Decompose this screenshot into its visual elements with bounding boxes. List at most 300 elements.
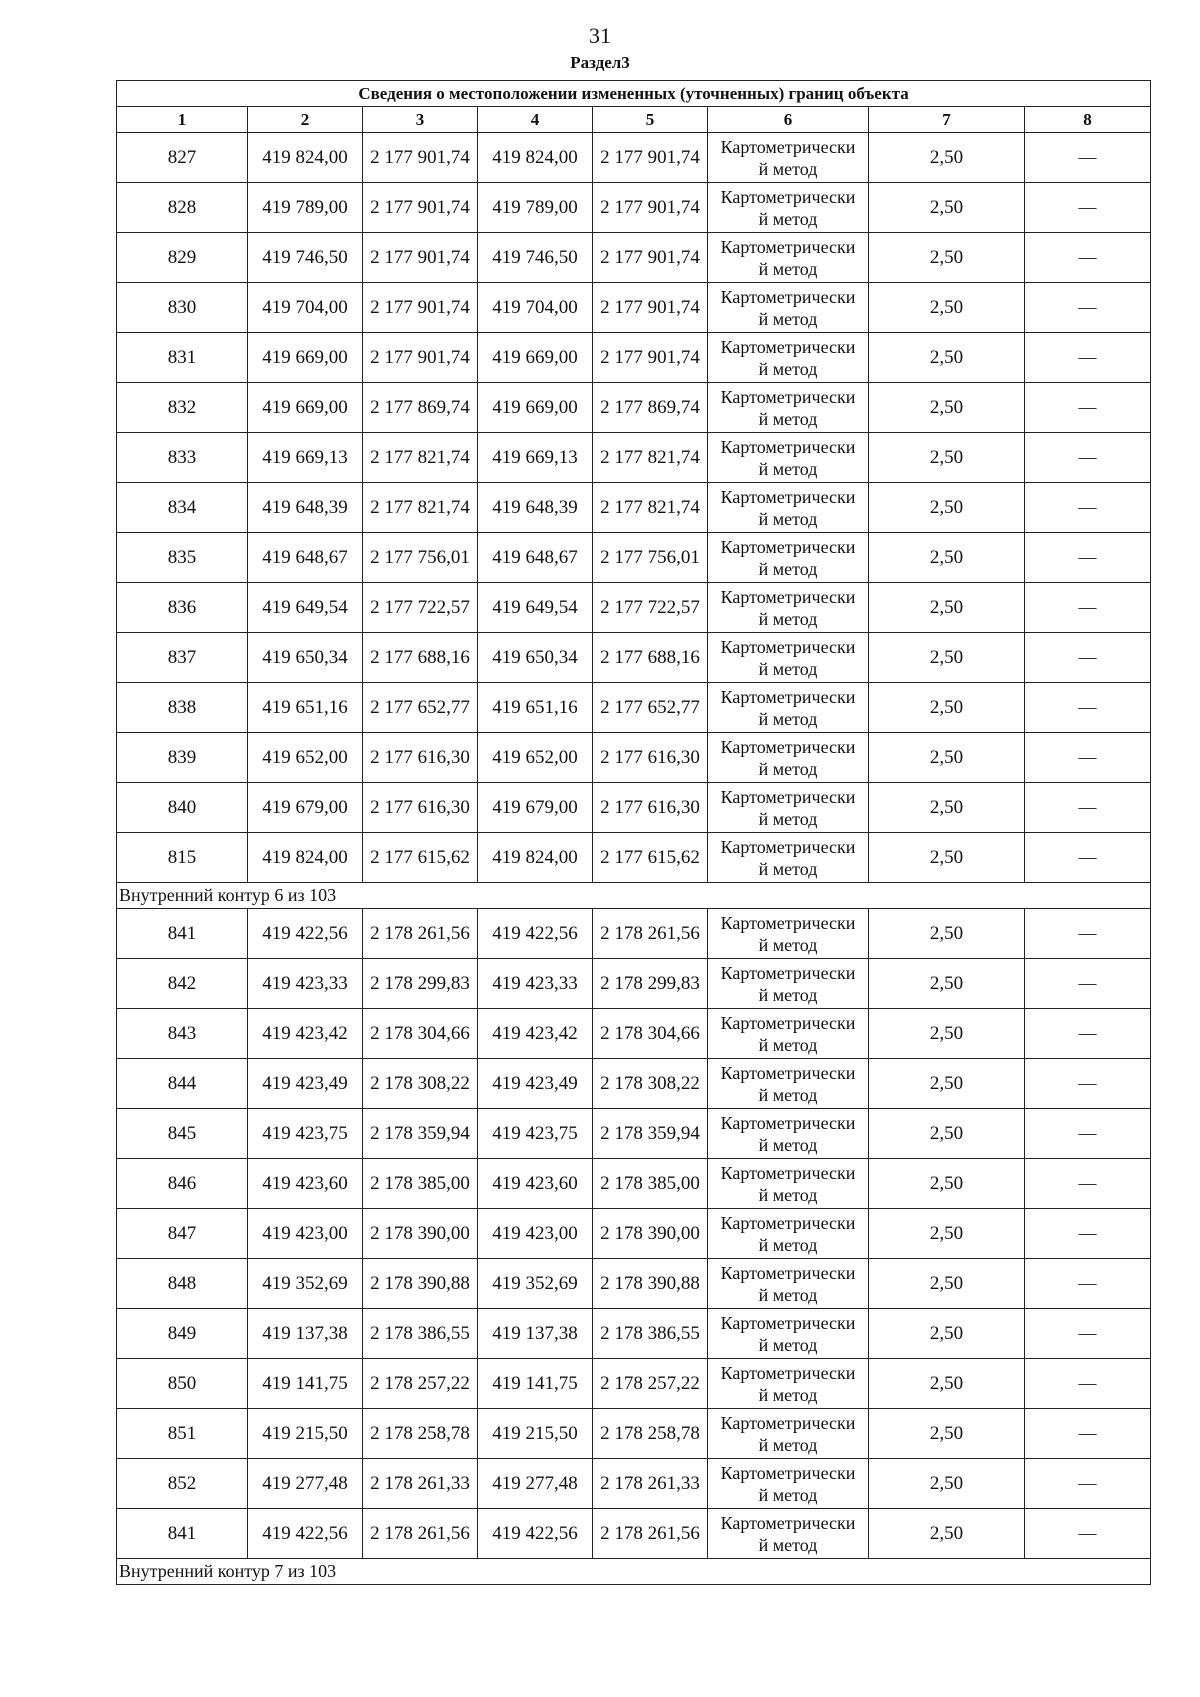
point-number-cell: 847 (117, 1209, 248, 1259)
method-line-1: Картометрически (720, 1362, 856, 1383)
old-x-cell: 419 215,50 (248, 1409, 363, 1459)
description-cell: — (1025, 733, 1151, 783)
new-y-cell: 2 178 390,88 (593, 1259, 708, 1309)
method-cell (708, 333, 869, 383)
old-y-cell: 2 178 308,22 (363, 1059, 478, 1109)
description-cell: — (1025, 1459, 1151, 1509)
method-cell (708, 1009, 869, 1059)
accuracy-cell: 2,50 (869, 1459, 1025, 1509)
old-y-cell: 2 178 258,78 (363, 1409, 478, 1459)
method-line-2: й метод (758, 1284, 818, 1305)
old-y-cell: 2 177 615,62 (363, 833, 478, 883)
accuracy-cell: 2,50 (869, 1509, 1025, 1559)
new-x-cell: 419 215,50 (478, 1409, 593, 1459)
method-line-2: й метод (758, 208, 818, 229)
old-x-cell: 419 679,00 (248, 783, 363, 833)
description-cell: — (1025, 383, 1151, 433)
accuracy-cell: 2,50 (869, 383, 1025, 433)
method-cell (708, 1409, 869, 1459)
old-y-cell: 2 177 616,30 (363, 733, 478, 783)
method-line-2: й метод (758, 1334, 818, 1355)
description-cell: — (1025, 183, 1151, 233)
old-x-cell: 419 651,16 (248, 683, 363, 733)
method-line-2: й метод (758, 708, 818, 729)
point-number-cell: 815 (117, 833, 248, 883)
new-x-cell: 419 652,00 (478, 733, 593, 783)
method-line-2: й метод (758, 1134, 818, 1155)
method-line-2: й метод (758, 1484, 818, 1505)
method-line-2: й метод (758, 1034, 818, 1055)
description-cell: — (1025, 283, 1151, 333)
contour-label: Внутренний контур 7 из 103 (117, 1559, 1151, 1585)
new-x-cell: 419 669,13 (478, 433, 593, 483)
table-row (117, 1109, 1151, 1159)
accuracy-cell: 2,50 (869, 1159, 1025, 1209)
old-y-cell: 2 177 901,74 (363, 283, 478, 333)
method-line-2: й метод (758, 258, 818, 279)
new-y-cell: 2 178 308,22 (593, 1059, 708, 1109)
old-x-cell: 419 669,00 (248, 333, 363, 383)
point-number-cell: 842 (117, 959, 248, 1009)
old-x-cell: 419 650,34 (248, 633, 363, 683)
old-y-cell: 2 177 901,74 (363, 233, 478, 283)
point-number-cell: 830 (117, 283, 248, 333)
description-cell: — (1025, 233, 1151, 283)
column-header-5: 5 (593, 107, 708, 133)
old-x-cell: 419 789,00 (248, 183, 363, 233)
method-line-1: Картометрически (720, 912, 856, 933)
old-x-cell: 419 141,75 (248, 1359, 363, 1409)
point-number-cell: 841 (117, 1509, 248, 1559)
description-cell: — (1025, 433, 1151, 483)
method-line-2: й метод (758, 558, 818, 579)
column-header-4: 4 (478, 107, 593, 133)
table-row (117, 1309, 1151, 1359)
old-x-cell: 419 352,69 (248, 1259, 363, 1309)
new-y-cell: 2 177 821,74 (593, 433, 708, 483)
new-x-cell: 419 423,33 (478, 959, 593, 1009)
method-line-2: й метод (758, 608, 818, 629)
table-row (117, 909, 1151, 959)
new-y-cell: 2 178 386,55 (593, 1309, 708, 1359)
accuracy-cell: 2,50 (869, 783, 1025, 833)
table-row (117, 683, 1151, 733)
new-y-cell: 2 177 869,74 (593, 383, 708, 433)
method-cell (708, 633, 869, 683)
accuracy-cell: 2,50 (869, 1309, 1025, 1359)
new-x-cell: 419 669,00 (478, 383, 593, 433)
table-row (117, 1209, 1151, 1259)
old-x-cell: 419 704,00 (248, 283, 363, 333)
accuracy-cell: 2,50 (869, 433, 1025, 483)
description-cell: — (1025, 909, 1151, 959)
new-y-cell: 2 178 385,00 (593, 1159, 708, 1209)
point-number-cell: 845 (117, 1109, 248, 1159)
accuracy-cell: 2,50 (869, 1009, 1025, 1059)
point-number-cell: 840 (117, 783, 248, 833)
description-cell: — (1025, 683, 1151, 733)
new-y-cell: 2 177 901,74 (593, 133, 708, 183)
description-cell: — (1025, 1509, 1151, 1559)
method-cell (708, 233, 869, 283)
new-x-cell: 419 650,34 (478, 633, 593, 683)
table-row (117, 483, 1151, 533)
table-row (117, 283, 1151, 333)
old-y-cell: 2 178 385,00 (363, 1159, 478, 1209)
new-y-cell: 2 178 257,22 (593, 1359, 708, 1409)
method-cell (708, 1459, 869, 1509)
point-number-cell: 831 (117, 333, 248, 383)
table-row (117, 233, 1151, 283)
column-header-8: 8 (1025, 107, 1151, 133)
method-cell (708, 833, 869, 883)
method-line-1: Картометрически (720, 336, 856, 357)
method-cell (708, 733, 869, 783)
old-y-cell: 2 177 869,74 (363, 383, 478, 433)
old-x-cell: 419 423,75 (248, 1109, 363, 1159)
method-line-1: Картометрически (720, 536, 856, 557)
point-number-cell: 844 (117, 1059, 248, 1109)
description-cell: — (1025, 483, 1151, 533)
new-x-cell: 419 648,67 (478, 533, 593, 583)
method-cell (708, 383, 869, 433)
description-cell: — (1025, 783, 1151, 833)
old-y-cell: 2 178 386,55 (363, 1309, 478, 1359)
method-line-1: Картометрически (720, 1012, 856, 1033)
page-number: 31 (589, 23, 611, 48)
method-line-1: Картометрически (720, 1462, 856, 1483)
method-line-1: Картометрически (720, 1212, 856, 1233)
old-y-cell: 2 177 652,77 (363, 683, 478, 733)
table-row (117, 183, 1151, 233)
method-line-1: Картометрически (720, 1512, 856, 1533)
method-line-2: й метод (758, 858, 818, 879)
old-y-cell: 2 178 359,94 (363, 1109, 478, 1159)
table-row (117, 533, 1151, 583)
method-line-2: й метод (758, 934, 818, 955)
new-x-cell: 419 423,60 (478, 1159, 593, 1209)
table-row (117, 633, 1151, 683)
old-y-cell: 2 178 299,83 (363, 959, 478, 1009)
new-y-cell: 2 177 901,74 (593, 183, 708, 233)
method-line-2: й метод (758, 458, 818, 479)
description-cell: — (1025, 633, 1151, 683)
method-cell (708, 1159, 869, 1209)
method-cell (708, 1209, 869, 1259)
accuracy-cell: 2,50 (869, 483, 1025, 533)
new-x-cell: 419 352,69 (478, 1259, 593, 1309)
description-cell: — (1025, 1109, 1151, 1159)
new-y-cell: 2 177 688,16 (593, 633, 708, 683)
new-y-cell: 2 177 652,77 (593, 683, 708, 733)
method-line-2: й метод (758, 984, 818, 1005)
point-number-cell: 834 (117, 483, 248, 533)
description-cell: — (1025, 133, 1151, 183)
new-x-cell: 419 277,48 (478, 1459, 593, 1509)
old-x-cell: 419 423,33 (248, 959, 363, 1009)
contour-label-row (117, 1559, 1151, 1585)
new-y-cell: 2 178 390,00 (593, 1209, 708, 1259)
new-y-cell: 2 177 901,74 (593, 233, 708, 283)
accuracy-cell: 2,50 (869, 683, 1025, 733)
new-y-cell: 2 177 901,74 (593, 283, 708, 333)
description-cell: — (1025, 833, 1151, 883)
old-y-cell: 2 177 616,30 (363, 783, 478, 833)
new-x-cell: 419 423,49 (478, 1059, 593, 1109)
table-row (117, 583, 1151, 633)
method-line-2: й метод (758, 758, 818, 779)
table-row (117, 959, 1151, 1009)
method-line-1: Картометрически (720, 236, 856, 257)
method-cell (708, 533, 869, 583)
method-cell (708, 583, 869, 633)
column-header-2: 2 (248, 107, 363, 133)
old-y-cell: 2 177 901,74 (363, 333, 478, 383)
accuracy-cell: 2,50 (869, 833, 1025, 883)
new-y-cell: 2 177 616,30 (593, 783, 708, 833)
column-header-6: 6 (708, 107, 869, 133)
old-x-cell: 419 669,13 (248, 433, 363, 483)
old-y-cell: 2 177 722,57 (363, 583, 478, 633)
table-row (117, 1459, 1151, 1509)
description-cell: — (1025, 1409, 1151, 1459)
accuracy-cell: 2,50 (869, 1409, 1025, 1459)
old-x-cell: 419 652,00 (248, 733, 363, 783)
method-line-1: Картометрически (720, 786, 856, 807)
old-y-cell: 2 177 688,16 (363, 633, 478, 683)
point-number-cell: 852 (117, 1459, 248, 1509)
table-row (117, 1259, 1151, 1309)
accuracy-cell: 2,50 (869, 1359, 1025, 1409)
table-row (117, 833, 1151, 883)
table-row (117, 1359, 1151, 1409)
new-x-cell: 419 651,16 (478, 683, 593, 733)
column-header-3: 3 (363, 107, 478, 133)
method-cell (708, 283, 869, 333)
new-y-cell: 2 178 261,56 (593, 909, 708, 959)
old-y-cell: 2 178 304,66 (363, 1009, 478, 1059)
new-y-cell: 2 177 616,30 (593, 733, 708, 783)
method-cell (708, 783, 869, 833)
method-cell (708, 959, 869, 1009)
description-cell: — (1025, 1309, 1151, 1359)
method-line-1: Картометрически (720, 1412, 856, 1433)
old-y-cell: 2 177 901,74 (363, 133, 478, 183)
description-cell: — (1025, 583, 1151, 633)
point-number-cell: 839 (117, 733, 248, 783)
method-line-2: й метод (758, 658, 818, 679)
accuracy-cell: 2,50 (869, 1259, 1025, 1309)
method-line-1: Картометрически (720, 1062, 856, 1083)
new-y-cell: 2 178 258,78 (593, 1409, 708, 1459)
table-row (117, 1159, 1151, 1209)
accuracy-cell: 2,50 (869, 283, 1025, 333)
old-x-cell: 419 824,00 (248, 833, 363, 883)
column-header-7: 7 (869, 107, 1025, 133)
column-header-row (117, 107, 1151, 133)
method-line-1: Картометрически (720, 136, 856, 157)
table-row (117, 133, 1151, 183)
old-y-cell: 2 178 261,56 (363, 909, 478, 959)
old-y-cell: 2 177 901,74 (363, 183, 478, 233)
method-line-1: Картометрически (720, 436, 856, 457)
description-cell: — (1025, 333, 1151, 383)
old-x-cell: 419 648,39 (248, 483, 363, 533)
method-line-2: й метод (758, 1184, 818, 1205)
method-cell (708, 433, 869, 483)
method-line-2: й метод (758, 1434, 818, 1455)
table-row (117, 433, 1151, 483)
method-cell (708, 1109, 869, 1159)
method-line-2: й метод (758, 308, 818, 329)
new-x-cell: 419 423,42 (478, 1009, 593, 1059)
accuracy-cell: 2,50 (869, 133, 1025, 183)
point-number-cell: 850 (117, 1359, 248, 1409)
method-line-1: Картометрически (720, 1312, 856, 1333)
point-number-cell: 833 (117, 433, 248, 483)
accuracy-cell: 2,50 (869, 633, 1025, 683)
method-line-2: й метод (758, 1534, 818, 1555)
point-number-cell: 846 (117, 1159, 248, 1209)
old-y-cell: 2 178 257,22 (363, 1359, 478, 1409)
old-y-cell: 2 178 261,56 (363, 1509, 478, 1559)
method-line-1: Картометрически (720, 1262, 856, 1283)
table-row (117, 783, 1151, 833)
method-line-2: й метод (758, 508, 818, 529)
new-y-cell: 2 178 359,94 (593, 1109, 708, 1159)
method-line-2: й метод (758, 808, 818, 829)
method-line-1: Картометрически (720, 686, 856, 707)
old-y-cell: 2 178 390,00 (363, 1209, 478, 1259)
table-title-row (117, 81, 1151, 107)
old-x-cell: 419 824,00 (248, 133, 363, 183)
section-label: Раздел3 (570, 53, 630, 72)
description-cell: — (1025, 1159, 1151, 1209)
old-x-cell: 419 423,60 (248, 1159, 363, 1209)
method-line-2: й метод (758, 1084, 818, 1105)
accuracy-cell: 2,50 (869, 909, 1025, 959)
old-x-cell: 419 423,42 (248, 1009, 363, 1059)
new-x-cell: 419 669,00 (478, 333, 593, 383)
accuracy-cell: 2,50 (869, 533, 1025, 583)
table-body (117, 81, 1151, 1585)
method-cell (708, 909, 869, 959)
old-x-cell: 419 649,54 (248, 583, 363, 633)
new-y-cell: 2 177 615,62 (593, 833, 708, 883)
method-line-1: Картометрически (720, 286, 856, 307)
table-row (117, 1059, 1151, 1109)
method-line-1: Картометрически (720, 636, 856, 657)
method-line-1: Картометрически (720, 186, 856, 207)
accuracy-cell: 2,50 (869, 959, 1025, 1009)
new-y-cell: 2 178 304,66 (593, 1009, 708, 1059)
new-y-cell: 2 177 756,01 (593, 533, 708, 583)
method-line-1: Картометрически (720, 736, 856, 757)
method-line-1: Картометрически (720, 962, 856, 983)
method-cell (708, 1259, 869, 1309)
method-cell (708, 1309, 869, 1359)
old-y-cell: 2 178 390,88 (363, 1259, 478, 1309)
table-row (117, 383, 1151, 433)
table-row (117, 1509, 1151, 1559)
new-x-cell: 419 422,56 (478, 909, 593, 959)
method-cell (708, 1359, 869, 1409)
new-y-cell: 2 178 261,33 (593, 1459, 708, 1509)
point-number-cell: 828 (117, 183, 248, 233)
table-row (117, 1009, 1151, 1059)
point-number-cell: 832 (117, 383, 248, 433)
column-header-1: 1 (117, 107, 248, 133)
description-cell: — (1025, 1009, 1151, 1059)
old-x-cell: 419 422,56 (248, 909, 363, 959)
point-number-cell: 849 (117, 1309, 248, 1359)
table-row (117, 1409, 1151, 1459)
old-y-cell: 2 178 261,33 (363, 1459, 478, 1509)
new-x-cell: 419 422,56 (478, 1509, 593, 1559)
method-cell (708, 1509, 869, 1559)
old-x-cell: 419 137,38 (248, 1309, 363, 1359)
method-line-2: й метод (758, 358, 818, 379)
old-y-cell: 2 177 821,74 (363, 483, 478, 533)
method-cell (708, 183, 869, 233)
new-y-cell: 2 178 261,56 (593, 1509, 708, 1559)
new-x-cell: 419 649,54 (478, 583, 593, 633)
point-number-cell: 838 (117, 683, 248, 733)
old-x-cell: 419 277,48 (248, 1459, 363, 1509)
new-y-cell: 2 178 299,83 (593, 959, 708, 1009)
new-x-cell: 419 648,39 (478, 483, 593, 533)
old-x-cell: 419 422,56 (248, 1509, 363, 1559)
method-line-1: Картометрически (720, 836, 856, 857)
accuracy-cell: 2,50 (869, 233, 1025, 283)
method-cell (708, 1059, 869, 1109)
old-y-cell: 2 177 756,01 (363, 533, 478, 583)
table-row (117, 333, 1151, 383)
point-number-cell: 848 (117, 1259, 248, 1309)
new-x-cell: 419 679,00 (478, 783, 593, 833)
method-cell (708, 133, 869, 183)
method-cell (708, 483, 869, 533)
new-x-cell: 419 137,38 (478, 1309, 593, 1359)
old-x-cell: 419 669,00 (248, 383, 363, 433)
method-line-1: Картометрически (720, 1162, 856, 1183)
accuracy-cell: 2,50 (869, 1209, 1025, 1259)
new-y-cell: 2 177 821,74 (593, 483, 708, 533)
point-number-cell: 843 (117, 1009, 248, 1059)
method-line-1: Картометрически (720, 1112, 856, 1133)
method-cell (708, 683, 869, 733)
point-number-cell: 829 (117, 233, 248, 283)
boundary-table (116, 80, 1151, 1585)
new-x-cell: 419 704,00 (478, 283, 593, 333)
description-cell: — (1025, 533, 1151, 583)
method-line-1: Картометрически (720, 486, 856, 507)
method-line-1: Картометрически (720, 586, 856, 607)
new-x-cell: 419 824,00 (478, 833, 593, 883)
description-cell: — (1025, 1059, 1151, 1109)
accuracy-cell: 2,50 (869, 733, 1025, 783)
point-number-cell: 851 (117, 1409, 248, 1459)
new-x-cell: 419 423,00 (478, 1209, 593, 1259)
table-row (117, 733, 1151, 783)
method-line-2: й метод (758, 1384, 818, 1405)
old-x-cell: 419 423,00 (248, 1209, 363, 1259)
new-x-cell: 419 789,00 (478, 183, 593, 233)
method-line-2: й метод (758, 408, 818, 429)
old-y-cell: 2 177 821,74 (363, 433, 478, 483)
point-number-cell: 835 (117, 533, 248, 583)
method-line-2: й метод (758, 1234, 818, 1255)
